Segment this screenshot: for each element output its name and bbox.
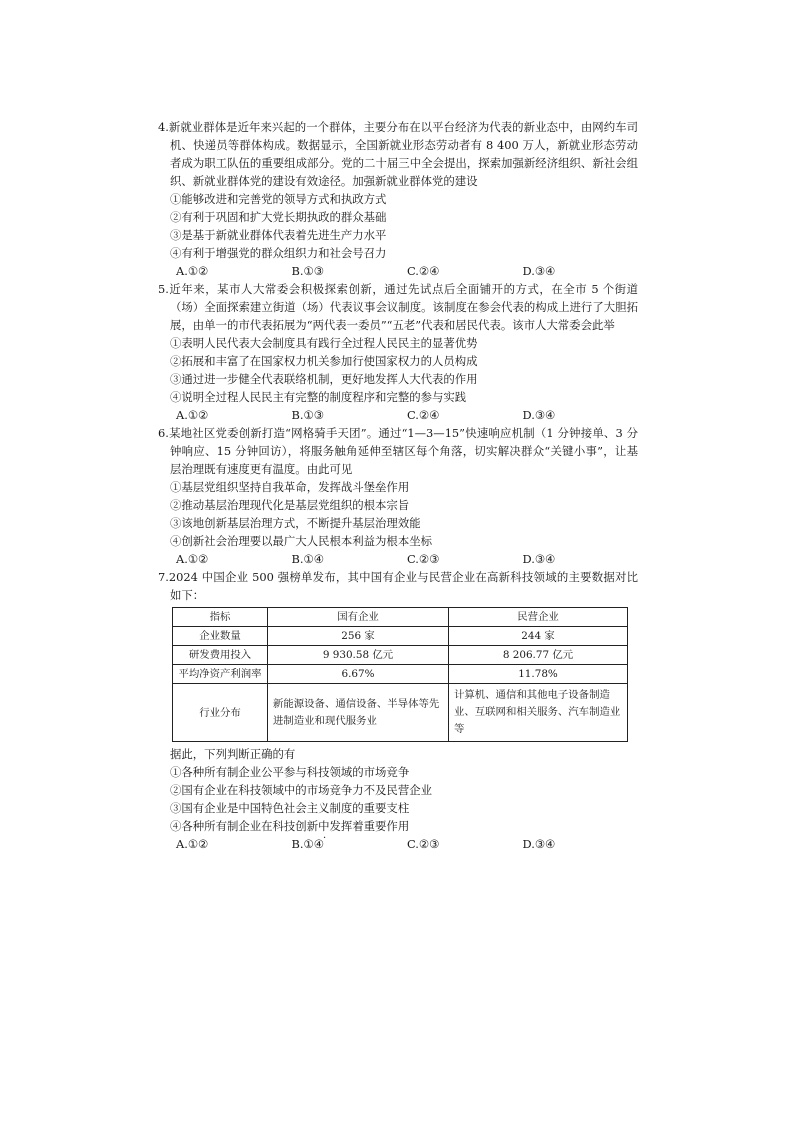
option-1: ①表明人民代表大会制度具有践行全过程人民民主的显著优势 — [170, 336, 478, 350]
option-3: ③通过进一步健全代表联络机制，更好地发挥人大代表的作用 — [170, 372, 478, 386]
choice-b: B.①③ — [291, 264, 324, 278]
table-header-cell: 民营企业 — [449, 608, 628, 627]
comparison-table — [172, 607, 628, 742]
answer-choices — [158, 550, 638, 568]
option-2: ②拓展和丰富了在国家权力机关参加行使国家权力的人员构成 — [170, 354, 478, 368]
question-stem: 5.近年来，某市人大常委会积极探索创新，通过先试点后全面铺开的方式，在全市 5 个街道（场）全面探索建立街道（场）代表议事会议制度。该制度在参会代表的构成上进行了大胆拓展，由单一的市代表拓展为“两代表一委员”“五老”代表和居民代表。该市人大常委会此举 — [158, 282, 638, 332]
choice-d: D.③④ — [522, 264, 556, 278]
table-cell: 企业数量 — [173, 627, 268, 646]
question-prompt: 据此，下列判断正确的有 — [170, 747, 296, 761]
option-2: ②国有企业在科技领域中的市场竞争力不及民营企业 — [170, 783, 432, 797]
question-stem: 6.某地社区党委创新打造“网格骑手天团”。通过“1—3—15”快速响应机制（1 分钟接单、3 分钟响应、15 分钟回访），将服务触角延伸至辖区每个角落，切实解决群众“关键小事”，让基层治理既有速度更有温度。由此可见 — [158, 426, 638, 476]
option-4: ④创新社会治理要以最广大人民根本利益为根本坐标 — [170, 534, 432, 548]
table-row — [173, 627, 628, 646]
option-3: ③是基于新就业群体代表着先进生产力水平 — [170, 228, 387, 242]
choice-a: A.①② — [176, 408, 209, 422]
table-row — [173, 684, 628, 742]
choice-b: B.①④ — [291, 837, 324, 851]
option-4: ④有利于增强党的群众组织力和社会号召力 — [170, 246, 387, 260]
question-7 — [158, 568, 638, 853]
table-cell: 11.78% — [449, 665, 628, 684]
choice-c: C.②③ — [407, 837, 440, 851]
choice-a: A.①② — [176, 552, 209, 566]
option-1: ①基层党组织坚持自我革命，发挥战斗堡垒作用 — [170, 480, 410, 494]
table-row — [173, 665, 628, 684]
question-4 — [158, 118, 638, 280]
table-cell: 计算机、通信和其他电子设备制造业、互联网和相关服务、汽车制造业等 — [449, 684, 628, 742]
option-2: ②有利于巩固和扩大党长期执政的群众基础 — [170, 210, 387, 224]
table-cell: 9 930.58 亿元 — [268, 646, 449, 665]
table-row — [173, 646, 628, 665]
table-cell: 平均净资产利润率 — [173, 665, 268, 684]
choice-a: A.①② — [176, 264, 209, 278]
option-4: ④说明全过程人民民主有完整的制度程序和完整的参与实践 — [170, 390, 467, 404]
table-cell: 6.67% — [268, 665, 449, 684]
table-cell: 新能源设备、通信设备、半导体等先进制造业和现代服务业 — [268, 684, 449, 742]
table-cell: 研发费用投入 — [173, 646, 268, 665]
question-6 — [158, 424, 638, 568]
choice-b: B.①③ — [291, 408, 324, 422]
choice-b: B.①④ — [291, 552, 324, 566]
answer-choices — [158, 835, 638, 853]
footer-mark: . — [323, 830, 327, 841]
answer-choices — [158, 406, 638, 424]
question-stem: 4.新就业群体是近年来兴起的一个群体，主要分布在以平台经济为代表的新业态中，由网约车司机、快递员等群体构成。数据显示，全国新就业形态劳动者有 8 400 万人，新就业形态劳动者成为职工队伍的重要组成部分。党的二十届三中全会提出，探索加强新经济组织、新社会组织、新就业群体党的建设有效途径。加强新就业群体党的建设 — [158, 120, 638, 188]
table-cell: 行业分布 — [173, 684, 268, 742]
exam-page — [158, 118, 638, 853]
choice-c: C.②③ — [407, 552, 440, 566]
option-1: ①各种所有制企业公平参与科技领域的市场竞争 — [170, 765, 410, 779]
table-cell: 8 206.77 亿元 — [449, 646, 628, 665]
answer-choices — [158, 262, 638, 280]
option-1: ①能够改进和完善党的领导方式和执政方式 — [170, 192, 387, 206]
table-cell: 256 家 — [268, 627, 449, 646]
table-header-cell: 指标 — [173, 608, 268, 627]
choice-a: A.①② — [176, 837, 209, 851]
option-4: ④各种所有制企业在科技创新中发挥着重要作用 — [170, 819, 410, 833]
choice-d: D.③④ — [522, 837, 556, 851]
choice-c: C.②④ — [407, 264, 440, 278]
table-cell: 244 家 — [449, 627, 628, 646]
option-3: ③该地创新基层治理方式，不断提升基层治理效能 — [170, 516, 421, 530]
choice-c: C.②④ — [407, 408, 440, 422]
choice-d: D.③④ — [522, 552, 556, 566]
question-stem: 7.2024 中国企业 500 强榜单发布，其中国有企业与民营企业在高新科技领域的主要数据对比如下： — [158, 570, 638, 602]
option-2: ②推动基层治理现代化是基层党组织的根本宗旨 — [170, 498, 410, 512]
option-3: ③国有企业是中国特色社会主义制度的重要支柱 — [170, 801, 410, 815]
question-5 — [158, 280, 638, 424]
table-header-row — [173, 608, 628, 627]
table-header-cell: 国有企业 — [268, 608, 449, 627]
choice-d: D.③④ — [522, 408, 556, 422]
